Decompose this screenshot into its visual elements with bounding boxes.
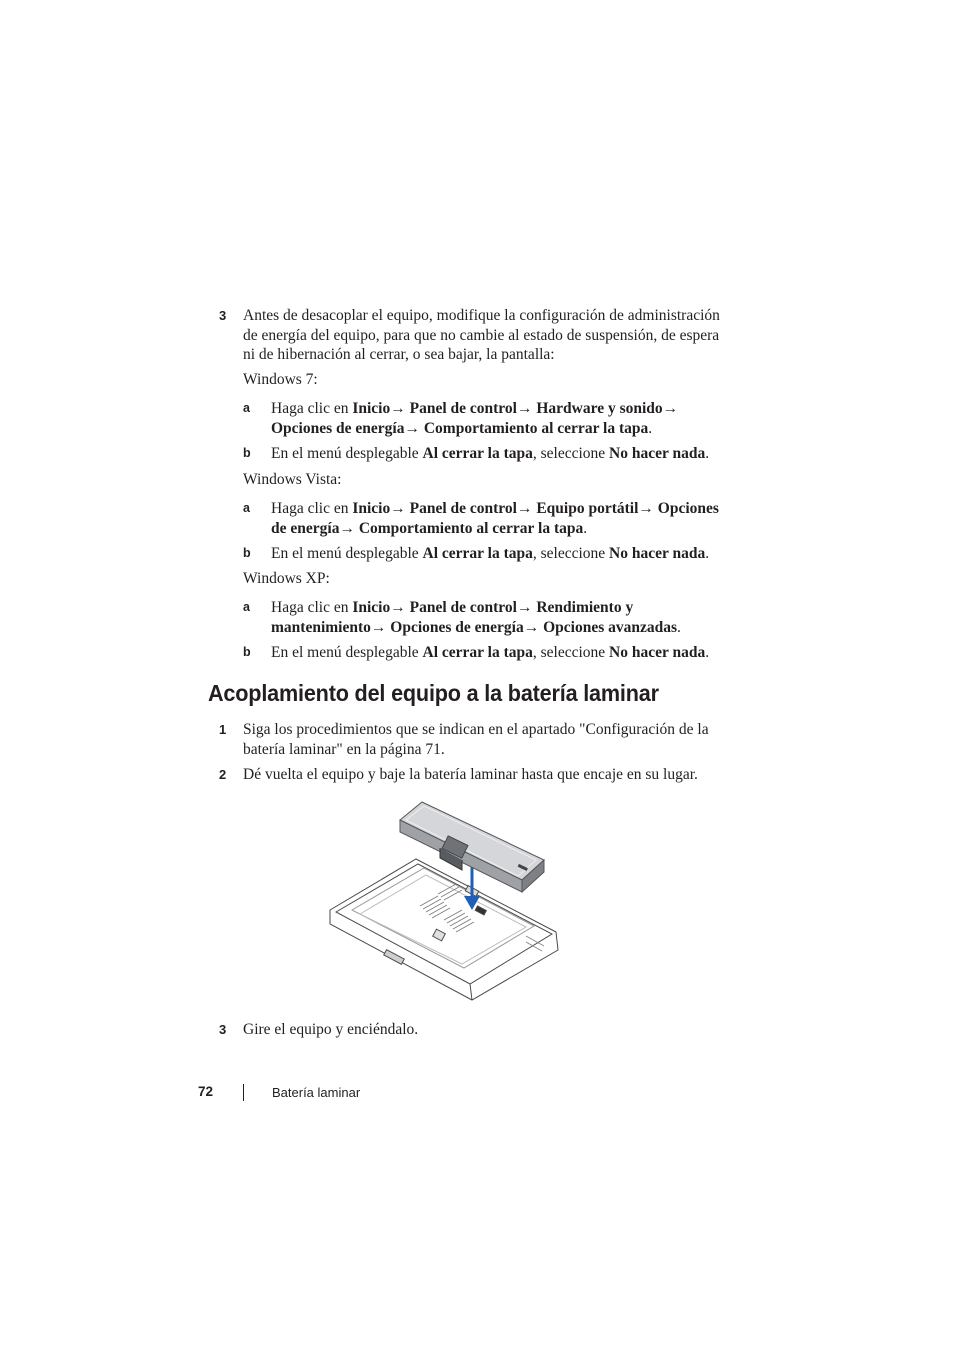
section-heading: Acoplamiento del equipo a la batería laminar — [208, 680, 659, 706]
laptop-battery-drawing — [326, 796, 562, 1006]
substep-text-xp-b: En el menú desplegable Al cerrar la tapa, seleccione No hacer nada. — [271, 644, 710, 661]
substep-letter: b — [243, 645, 251, 659]
step-number: 2 — [219, 767, 227, 782]
battery-docking-illustration — [326, 796, 562, 1006]
substep-text-vista-b: En el menú desplegable Al cerrar la tapa, seleccione No hacer nada. — [271, 545, 710, 562]
step-text: Siga los procedimientos que se indican en el apartado "Configuración de la batería laminar" en la página 71. — [243, 721, 709, 758]
step-text: Antes de desacoplar el equipo, modifique la configuración de administración de energía del equipo, para que no cambie al estado de suspensión, de espera ni de hibernación al cerrar, o sea bajar, la pantalla: — [243, 307, 720, 363]
page-number: 72 — [198, 1084, 214, 1099]
substep-text-win7-b: En el menú desplegable Al cerrar la tapa, seleccione No hacer nada. — [271, 445, 710, 462]
substep-letter: a — [243, 401, 250, 415]
substep-letter: b — [243, 546, 251, 560]
os-label-windows7: Windows 7: — [243, 371, 318, 388]
substep-letter: b — [243, 446, 251, 460]
substep-text-xp-a: Haga clic en Inicio→ Panel de control→ Rendimiento y mantenimiento→ Opciones de energía→ Opciones avanzadas. — [271, 599, 681, 636]
os-label-xp: Windows XP: — [243, 570, 330, 587]
footer-divider — [243, 1084, 244, 1101]
step-text: Dé vuelta el equipo y baje la batería laminar hasta que encaje en su lugar. — [243, 766, 698, 783]
footer-section-title: Batería laminar — [272, 1085, 361, 1100]
substep-letter: a — [243, 501, 250, 515]
step-number: 3 — [219, 308, 227, 323]
step-number: 1 — [219, 722, 227, 737]
substep-letter: a — [243, 600, 250, 614]
step-text: Gire el equipo y enciéndalo. — [243, 1021, 419, 1038]
substep-text-win7-a: Haga clic en Inicio→ Panel de control→ Hardware y sonido→ Opciones de energía→ Comportamiento al cerrar la tapa. — [271, 400, 679, 437]
substep-text-vista-a: Haga clic en Inicio→ Panel de control→ Equipo portátil→ Opciones de energía→ Comportamiento al cerrar la tapa. — [271, 500, 719, 537]
os-label-vista: Windows Vista: — [243, 471, 342, 488]
step-number: 3 — [219, 1022, 227, 1037]
